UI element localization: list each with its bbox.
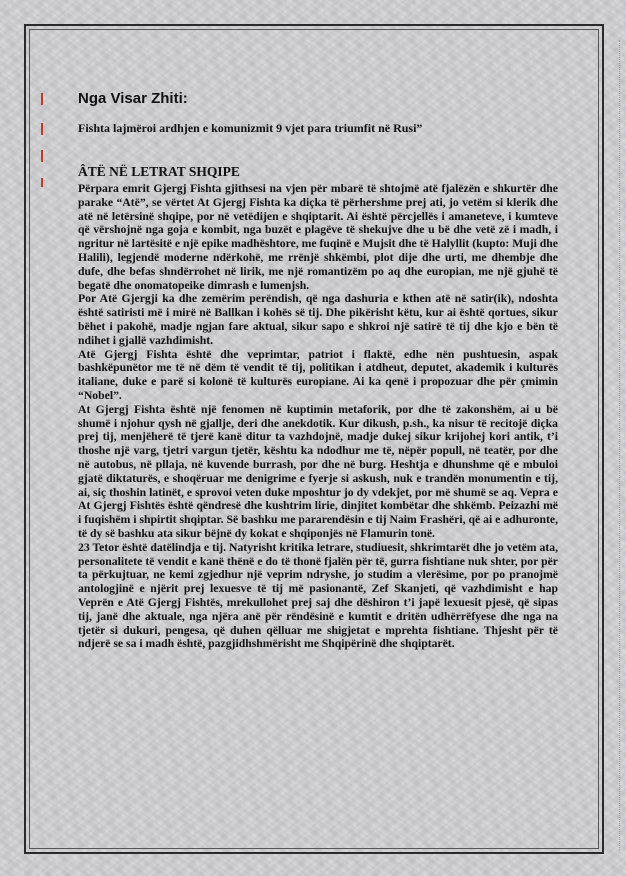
paragraph: At Gjergj Fishta është një fenomen në kuptimin metaforik, por dhe të zakonshëm, ai u bë shumë i njohur qysh në gjallje, deri dhe anekdotik. Kur dikush, p.sh., ka nisur të recitojë diçka prej tij, menjëherë të tjerë kanë ditur ta vazhdojnë, madje dukej sikur krijohej kori antik, t’i thoshe një varg, tjetri vargun tjetër, kështu ka ndodhur me të, nëpër popull, në teatër, por dhe në autobus, në pllaja, në kuvende burrash, por dhe në burg. Heshtja e dhunshme që e mbuloi gjatë diktaturës, e shoqëruar me denigrime e fyerje si askush, nuk e trandën monumentin e tij, ai, siç thoshin latinët, e sprovoi veten duke mposhtur jo dy vdekjet, por më shumë se aq. Vepra e At Gjergj Fishtës është qëndresë dhe kushtrim lirie, dinjitet kombëtar dhe shkëmb. Peizazhi më i fuqishëm i shpirtit shqiptar. Së bashku me pararendësin e tij Naim Frashëri, që ai e adhuronte, të dy së bashku ata sikur bëjnë dy kokat e shqiponjës në Flamurin tonë.	[78, 402, 558, 540]
paragraph: Por Atë Gjergji ka dhe zemërim perëndish, që nga dashuria e kthen atë në satir(ik), ndoshta është satiristi më i mirë në Ballkan i kohës së tij. Dhe pikërisht këtu, kur ai është qortues, sikur bëhet i pakohë, madje ngjan fare aktual, sikur sapo e shkroi një satirë të tij dhe kjo e bën të ndihet i gjallë vazhdimisht.	[78, 292, 558, 347]
paragraph: 23 Tetor është datëlindja e tij. Natyrisht kritika letrare, studiuesit, shkrimtarët dhe jo vetëm ata, personalitete të vendit e kanë thënë e do të thonë fjalën për të, gurra fishtiane nuk shter, por për ta përkujtuar, ne kemi zgjedhur një veprim ndryshe, jo studim a vlerësime, por po pranojmë antologjinë e njërit prej lexuesve të tij më pasionantë, Zef Skanjeti, që vazhdimisht e hap Veprën e Atë Gjergj Fishtës, mrekullohet prej saj dhe dëshiron t’i japë lexuesit pjesë, që sipas tij, janë dhe aktuale, nga njëra anë për rëndësinë e kumtit e dritën udhërrëfyese dhe nga na tjetër si dukuri, pengesa, që duhen qëlluar me shigjetat e mprehta fishtiane. Thjesht për të ndjerë se sa i madh është, pazgjidhshmërisht me Shqipërinë dhe shqiptarët.	[78, 540, 558, 651]
document-content	[78, 90, 558, 651]
revision-mark	[41, 123, 43, 135]
author-heading: Nga Visar Zhiti:	[78, 90, 188, 107]
page-edge-marks	[616, 40, 620, 850]
revision-mark	[41, 93, 43, 105]
paragraph: Përpara emrit Gjergj Fishta gjithsesi na vjen për mbarë të shtojmë atë fjalëzën e shkurtër dhe parake “Atë”, se vërtet At Gjergj Fishta ka diçka të përhershme prej ati, jo vetëm si klerik dhe atë në letërsinë shqipe, por në vetëdijen e shqiptarit. Ai është përcjellës i amaneteve, i kumteve që vërshojnë nga goja e kombit, nga buzët e plagëve të shekujve dhe u bë dhe vetë zë i madh, i ngritur në lartësitë e një epike madhështore, me fuqinë e Mujsit dhe të Halyllit (kupto: Muji dhe Halili), legjendë moderne ndërkohë, me rrënjë shkëmbi, plot dije dhe urti, me dhembje dhe dufe, dhe befas shndërrohet në lirik, me një romantizëm po aq dhe europian, me një gjuhë të begatë dhe onomatopeike dimrash e lumenjsh.	[78, 182, 558, 292]
revision-mark	[41, 150, 43, 162]
section-title: ÂTË NË LETRAT SHQIPE	[78, 164, 240, 179]
paragraph: Atë Gjergj Fishta është dhe veprimtar, patriot i flaktë, edhe nën pushtuesin, aspak bashkëpunëtor me të në dëm të vendit të tij, politikan i atdheut, deputet, akademik i kulturës italiane, duke e parë si kolonë të kulturës europiane. Ai ka qenë i propozuar dhe për çmimin “Nobel”.	[78, 347, 558, 402]
article-body	[78, 182, 558, 651]
revision-mark	[41, 178, 43, 187]
article-subtitle: Fishta lajmëroi ardhjen e komunizmit 9 vjet para triumfit në Rusi”	[78, 121, 423, 135]
